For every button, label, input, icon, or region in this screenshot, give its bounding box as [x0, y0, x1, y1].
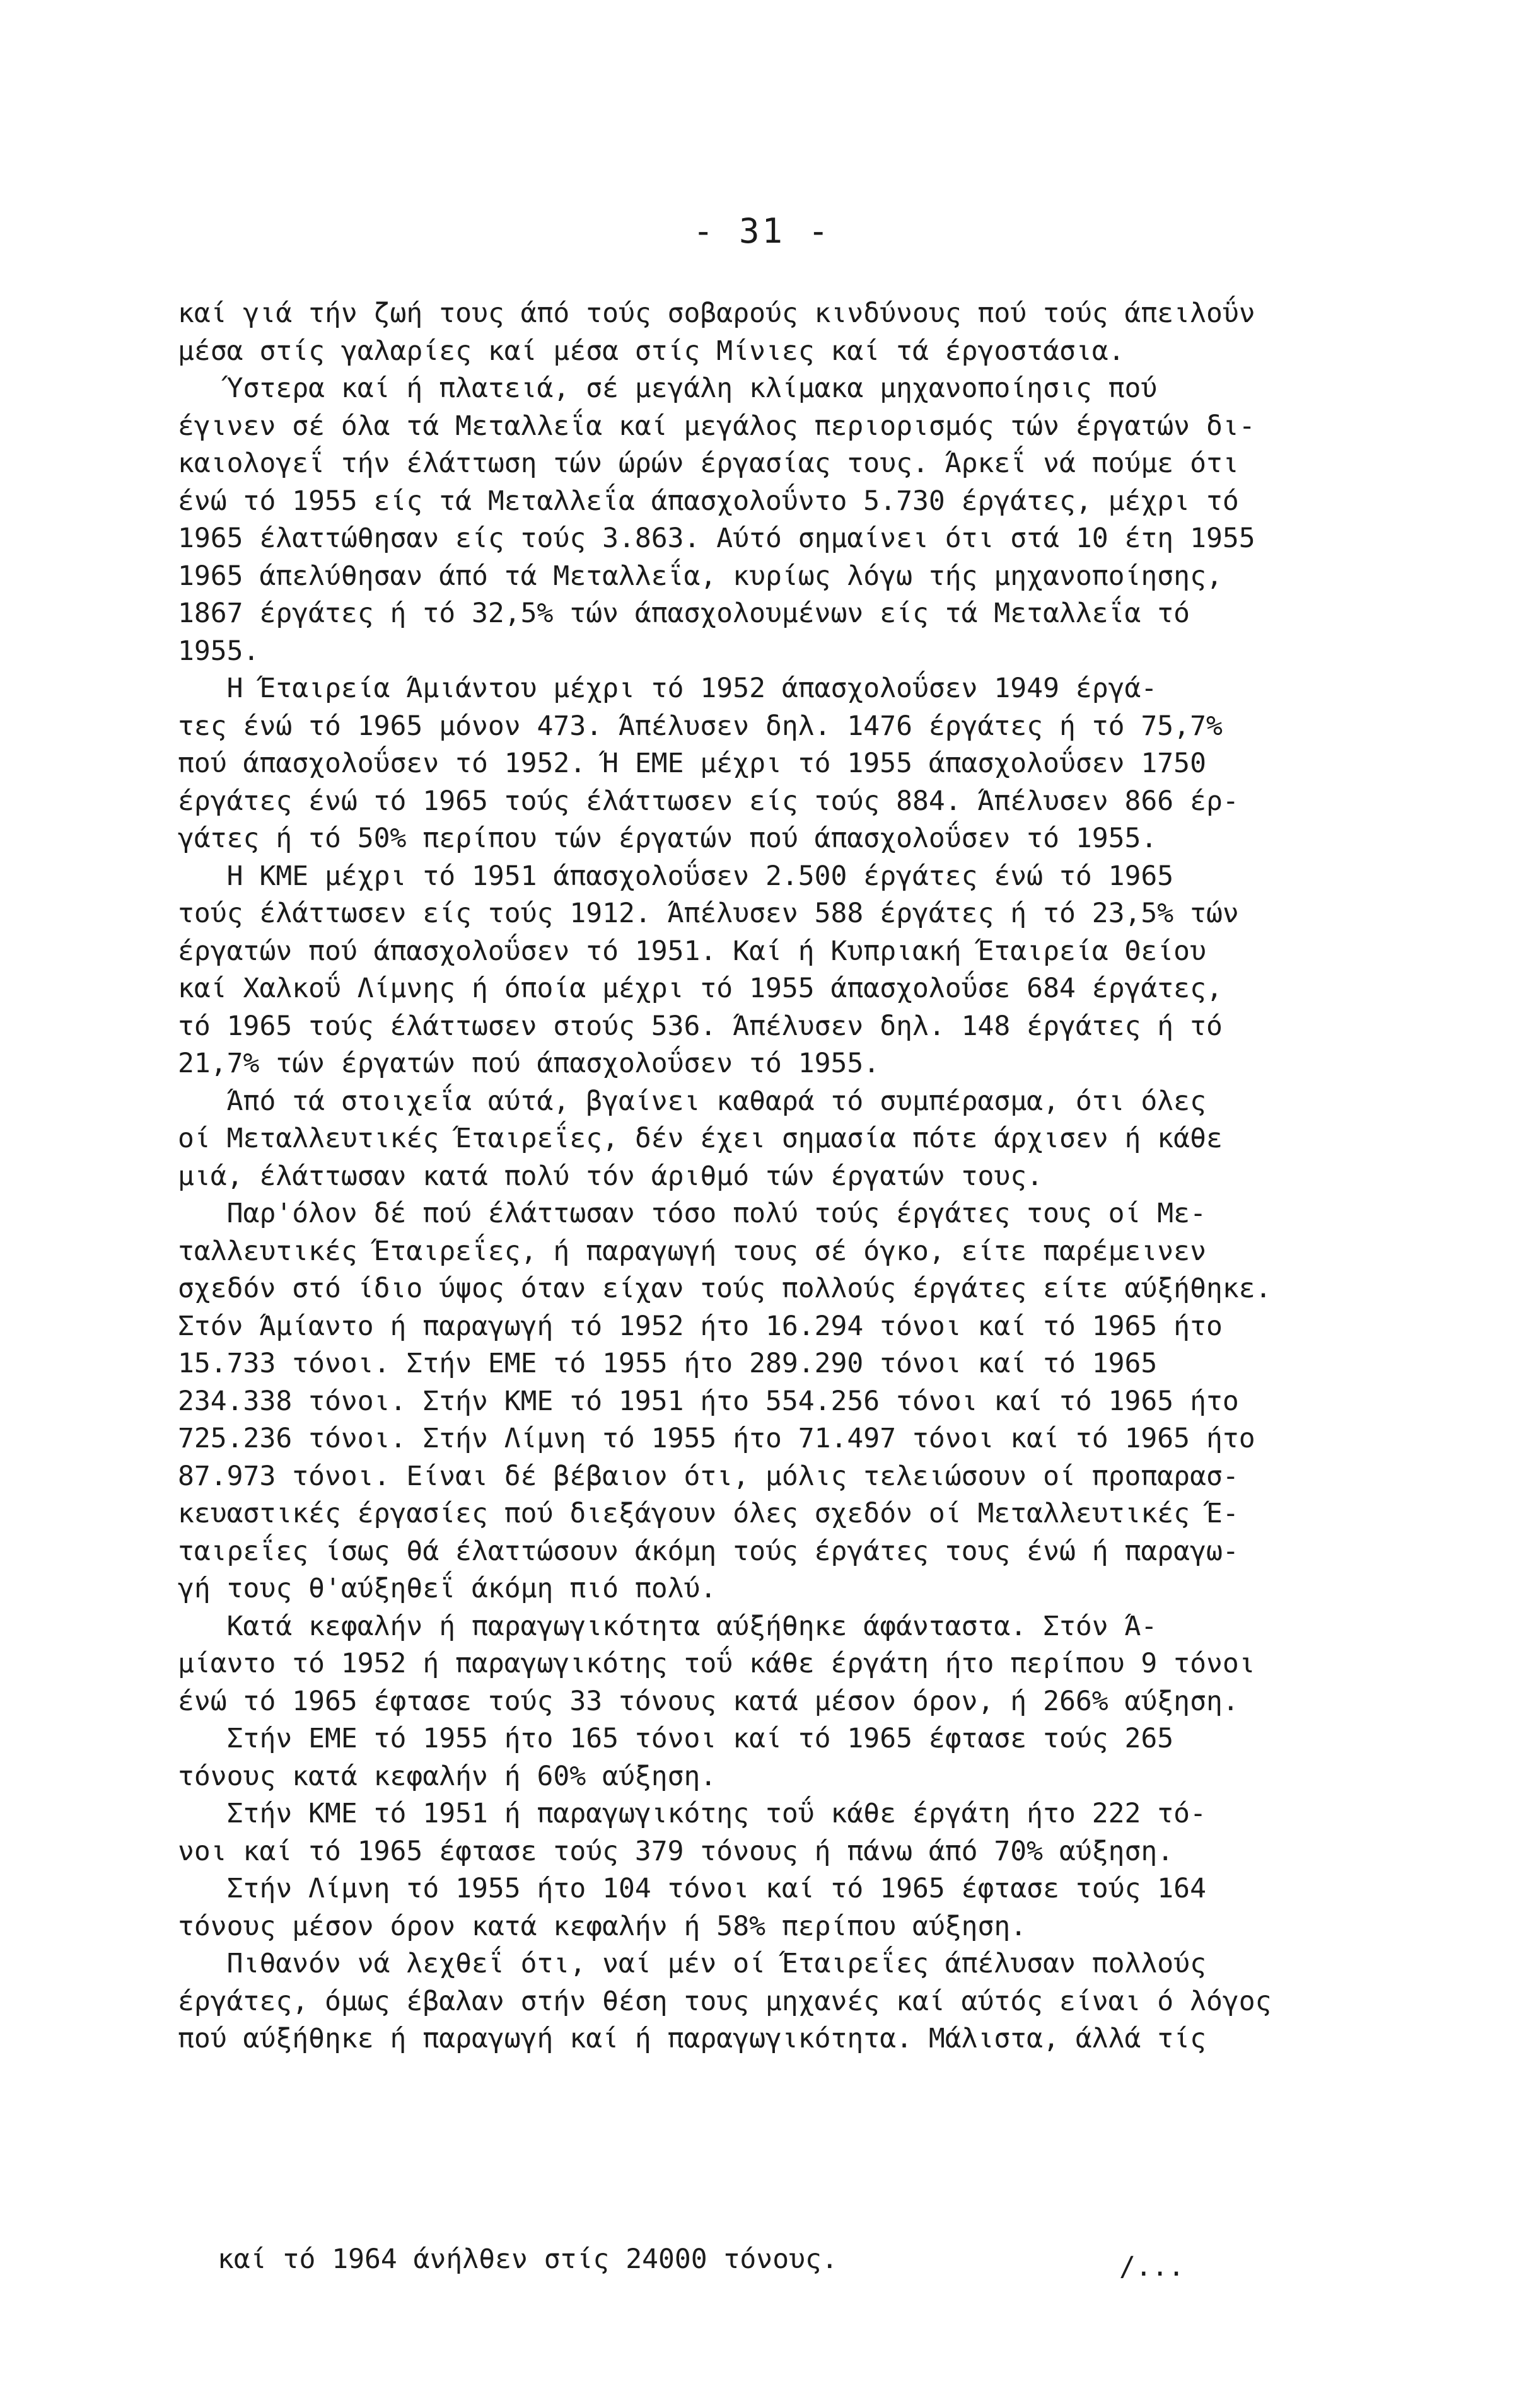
text-line: τες ένώ τό 1965 μόνον 473. Άπέλυσεν δηλ. 1476 έργάτες ή τό 75,7%: [178, 710, 1223, 742]
text-line: 1955.: [178, 635, 260, 667]
text-line: Άπό τά στοιχεΐα αύτά, βγαίνει καθαρά τό συμπέρασμα, ότι όλες: [178, 1085, 1206, 1117]
text-line: ταιρεΐες ίσως θά έλαττώσουν άκόμη τούς έργάτες τους ένώ ή παραγω-: [178, 1535, 1239, 1567]
footnote-tail-line: καί τό 1964 άνήλθεν στίς 24000 τόνους.: [218, 2243, 838, 2275]
text-line: Στήν Λίμνη τό 1955 ήτο 104 τόνοι καί τό 1965 έφτασε τούς 164: [178, 1873, 1206, 1904]
page-number: - 31 -: [692, 211, 832, 251]
text-line: έργάτες ένώ τό 1965 τούς έλάττωσεν είς τούς 884. Άπέλυσεν 866 έρ-: [178, 785, 1239, 817]
text-line: Στήν ΕΜΕ τό 1955 ήτο 165 τόνοι καί τό 1965 έφτασε τούς 265: [178, 1723, 1174, 1754]
text-line: τόνους μέσον όρον κατά κεφαλήν ή 58% περίπου αύξηση.: [178, 1910, 1027, 1942]
text-line: ένώ τό 1965 έφτασε τούς 33 τόνους κατά μέσον όρον, ή 266% αύξηση.: [178, 1685, 1239, 1717]
text-line: 1965 άπελύθησαν άπό τά Μεταλλεΐα, κυρίως λόγω τής μηχανοποίησης,: [178, 560, 1223, 592]
text-line: έργατών πού άπασχολοΰσεν τό 1951. Καί ή Κυπριακή Έταιρεία Θείου: [178, 935, 1206, 967]
text-line: μίαντο τό 1952 ή παραγωγικότης τοΰ κάθε έργάτη ήτο περίπου 9 τόνοι: [178, 1648, 1255, 1679]
text-line: μέσα στίς γαλαρίες καί μέσα στίς Μίνιες καί τά έργοστάσια.: [178, 335, 1125, 367]
paragraph: [178, 1195, 1464, 1608]
text-line: μιά, έλάττωσαν κατά πολύ τόν άριθμό τών έργατών τους.: [178, 1160, 1044, 1192]
body-text: [178, 295, 1464, 2058]
paragraph: [178, 1608, 1464, 1721]
text-line: ταλλευτικές Έταιρεΐες, ή παραγωγή τους σέ όγκο, είτε παρέμεινεν: [178, 1235, 1206, 1267]
text-line: Η Έταιρεία Άμιάντου μέχρι τό 1952 άπασχολοΰσεν 1949 έργά-: [178, 673, 1158, 704]
paragraph: [178, 295, 1464, 370]
text-line: έργάτες, όμως έβαλαν στήν θέση τους μηχανές καί αύτός είναι ό λόγος: [178, 1985, 1272, 2017]
paragraph: [178, 1870, 1464, 1945]
paragraph: [178, 670, 1464, 858]
text-line: κευαστικές έργασίες πού διεξάγουν όλες σχεδόν οί Μεταλλευτικές Έ-: [178, 1498, 1239, 1529]
text-line: καί Χαλκοΰ Λίμνης ή όποία μέχρι τό 1955 άπασχολοΰσε 684 έργάτες,: [178, 973, 1223, 1004]
paragraph: [178, 1720, 1464, 1795]
paragraph: [178, 370, 1464, 670]
text-line: 1867 έργάτες ή τό 32,5% τών άπασχολουμένων είς τά Μεταλλεΐα τό: [178, 598, 1190, 629]
text-line: τόνους κατά κεφαλήν ή 60% αύξηση.: [178, 1760, 717, 1792]
continuation-mark: /...: [1119, 2251, 1185, 2283]
text-line: νοι καί τό 1965 έφτασε τούς 379 τόνους ή πάνω άπό 70% αύξηση.: [178, 1835, 1174, 1867]
text-line: Η ΚΜΕ μέχρι τό 1951 άπασχολοΰσεν 2.500 έργάτες ένώ τό 1965: [178, 860, 1174, 892]
text-line: Ύστερα καί ή πλατειά, σέ μεγάλη κλίμακα μηχανοποίησις πού: [178, 373, 1158, 404]
text-line: γάτες ή τό 50% περίπου τών έργατών πού άπασχολοΰσεν τό 1955.: [178, 823, 1158, 854]
paragraph: [178, 858, 1464, 1083]
text-line: καί γιά τήν ζωή τους άπό τούς σοβαρούς κινδύνους πού τούς άπειλοΰν: [178, 298, 1255, 329]
text-line: Κατά κεφαλήν ή παραγωγικότητα αύξήθηκε άφάνταστα. Στόν Ά-: [178, 1610, 1158, 1642]
text-line: καιολογεΐ τήν έλάττωση τών ώρών έργασίας τους. Άρκεΐ νά πούμε ότι: [178, 448, 1239, 479]
text-line: πού αύξήθηκε ή παραγωγή καί ή παραγωγικότητα. Μάλιστα, άλλά τίς: [178, 2023, 1206, 2054]
text-line: 21,7% τών έργατών πού άπασχολοΰσεν τό 1955.: [178, 1048, 880, 1079]
text-line: σχεδόν στό ίδιο ύψος όταν είχαν τούς πολλούς έργάτες είτε αύξήθηκε.: [178, 1273, 1272, 1304]
text-line: 87.973 τόνοι. Είναι δέ βέβαιον ότι, μόλις τελειώσουν οί προπαρασ-: [178, 1460, 1239, 1492]
text-line: 15.733 τόνοι. Στήν ΕΜΕ τό 1955 ήτο 289.290 τόνοι καί τό 1965: [178, 1348, 1158, 1379]
text-line: 1965 έλαττώθησαν είς τούς 3.863. Αύτό σημαίνει ότι στά 10 έτη 1955: [178, 523, 1255, 554]
text-line: οί Μεταλλευτικές Έταιρεΐες, δέν έχει σημασία πότε άρχισεν ή κάθε: [178, 1123, 1223, 1154]
text-line: 234.338 τόνοι. Στήν ΚΜΕ τό 1951 ήτο 554.256 τόνοι καί τό 1965 ήτο: [178, 1385, 1239, 1417]
text-line: 725.236 τόνοι. Στήν Λίμνη τό 1955 ήτο 71.497 τόνοι καί τό 1965 ήτο: [178, 1423, 1255, 1454]
text-line: τό 1965 τούς έλάττωσεν στούς 536. Άπέλυσεν δηλ. 148 έργάτες ή τό: [178, 1010, 1223, 1042]
paragraph: [178, 1945, 1464, 2058]
text-line: έγινεν σέ όλα τά Μεταλλεΐα καί μεγάλος περιορισμός τών έργατών δι-: [178, 410, 1255, 442]
paragraph: [178, 1083, 1464, 1196]
text-line: ένώ τό 1955 είς τά Μεταλλεΐα άπασχολοΰντο 5.730 έργάτες, μέχρι τό: [178, 485, 1239, 517]
text-line: Στόν Άμίαντο ή παραγωγή τό 1952 ήτο 16.294 τόνοι καί τό 1965 ήτο: [178, 1310, 1223, 1342]
text-line: γή τους θ'αύξηθεΐ άκόμη πιό πολύ.: [178, 1573, 717, 1604]
text-line: Παρ'όλον δέ πού έλάττωσαν τόσο πολύ τούς έργάτες τους οί Με-: [178, 1198, 1206, 1229]
text-line: Στήν ΚΜΕ τό 1951 ή παραγωγικότης τοΰ κάθε έργάτη ήτο 222 τό-: [178, 1798, 1206, 1829]
text-line: Πιθανόν νά λεχθεΐ ότι, ναί μέν οί Έταιρεΐες άπέλυσαν πολλούς: [178, 1948, 1206, 1979]
text-line: τούς έλάττωσεν είς τούς 1912. Άπέλυσεν 588 έργάτες ή τό 23,5% τών: [178, 898, 1239, 929]
paragraph: [178, 1795, 1464, 1870]
text-line: πού άπασχολοΰσεν τό 1952. Ή ΕΜΕ μέχρι τό 1955 άπασχολοΰσεν 1750: [178, 748, 1206, 779]
